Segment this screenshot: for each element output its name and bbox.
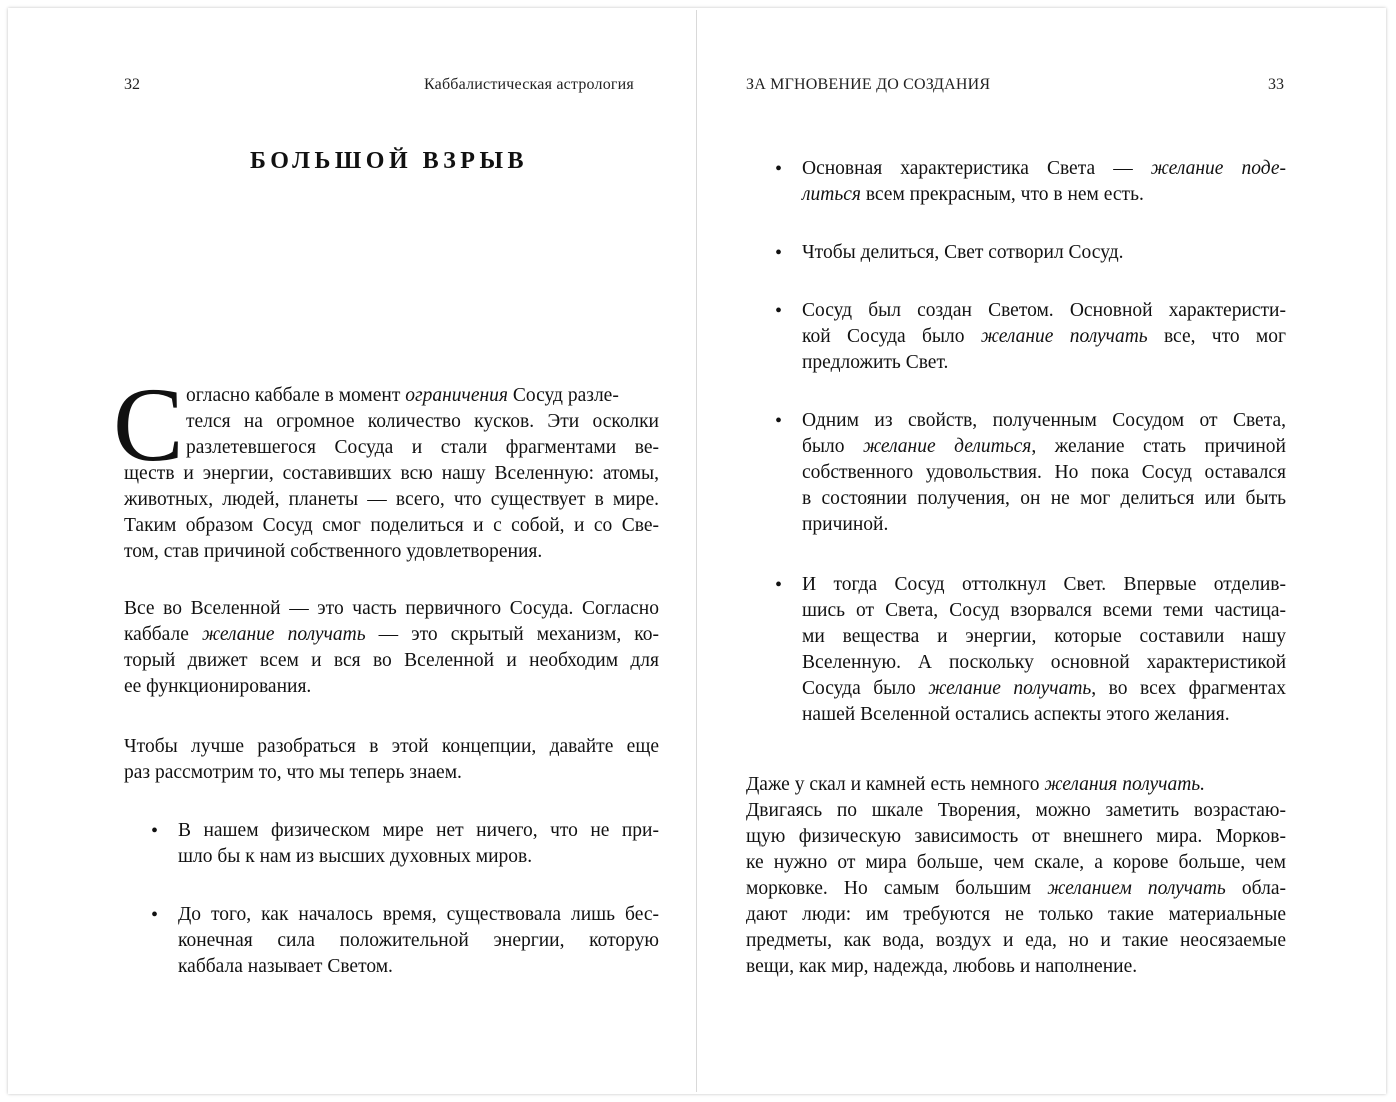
- text-line: И тогда Сосуд оттолкнул Свет. Впервые отделив-: [802, 574, 1286, 595]
- bullet-icon: •: [775, 300, 783, 322]
- text-line: вещи, как мир, надежда, любовь и наполнение.: [746, 956, 1138, 977]
- text-line: причиной.: [802, 514, 889, 535]
- text-line: Основная характеристика Света — желание поде-: [802, 158, 1286, 179]
- bullet-icon: •: [775, 410, 783, 432]
- text-line: Даже у скал и камней есть немного желания получать.: [746, 774, 1206, 795]
- text-line: конечная сила положительной энергии, которую: [178, 930, 659, 951]
- text-line: Двигаясь по шкале Творения, можно заметить возрастаю-: [746, 800, 1286, 821]
- chapter-title: БОЛЬШОЙ ВЗРЫВ: [250, 148, 529, 174]
- right-running-head: ЗА МГНОВЕНИЕ ДО СОЗДАНИЯ: [746, 76, 991, 93]
- text-line: кой Сосуда было желание получать все, что мог: [802, 326, 1286, 347]
- bullet-icon: •: [151, 820, 159, 842]
- text-line: нашей Вселенной остались аспекты этого желания.: [802, 704, 1230, 725]
- left-running-head: Каббалистическая астрология: [424, 76, 634, 93]
- text-line: В нашем физическом мире нет ничего, что не при-: [178, 820, 659, 841]
- left-page-number: 32: [124, 76, 140, 93]
- text-line: морковке. Но самым большим желанием получать обла-: [746, 878, 1286, 899]
- text-line: щую физическую зависимость от внешнего мира. Морков-: [746, 826, 1286, 847]
- text-line: шло бы к нам из высших духовных миров.: [178, 846, 533, 867]
- text-line: Чтобы лучше разобраться в этой концепции, давайте еще: [124, 736, 659, 757]
- text-line: Чтобы делиться, Свет сотворил Сосуд.: [802, 242, 1124, 263]
- text-line: собственного удовольствия. Но пока Сосуд оставался: [802, 462, 1286, 483]
- text-line: Все во Вселенной — это часть первичного Сосуда. Согласно: [124, 598, 659, 619]
- text-line: ществ и энергии, составивших всю нашу Вселенную: атомы,: [124, 463, 659, 484]
- text-line: предметы, как вода, воздух и еда, но и такие неосязаемые: [746, 930, 1286, 951]
- text-line: Таким образом Сосуд смог поделиться и с собой, и со Све-: [124, 515, 659, 536]
- text-line: Сосуда было желание получать, во всех фрагментах: [802, 678, 1286, 699]
- text-line: ее функционирования.: [124, 676, 312, 697]
- bullet-icon: •: [775, 574, 783, 596]
- text-line: предложить Свет.: [802, 352, 949, 373]
- text-line: торый движет всем и вся во Вселенной и необходим для: [124, 650, 659, 671]
- text-line: каббала называет Светом.: [178, 956, 393, 977]
- right-page-number: 33: [1268, 76, 1284, 93]
- text-line: До того, как началось время, существовала лишь бес-: [178, 904, 659, 925]
- text-line: дают люди: им требуются не только такие материальные: [746, 904, 1286, 925]
- text-line: животных, людей, планеты — всего, что существует в мире.: [124, 489, 659, 510]
- text-line: том, став причиной собственного удовлетворения.: [124, 541, 543, 562]
- bullet-icon: •: [775, 158, 783, 180]
- bullet-icon: •: [151, 904, 159, 926]
- text-line: Одним из свойств, полученным Сосудом от Света,: [802, 410, 1286, 431]
- text-line: было желание делиться, желание стать причиной: [802, 436, 1286, 457]
- text-line: телся на огромное количество кусков. Эти осколки: [186, 411, 659, 432]
- text-line: литься всем прекрасным, что в нем есть.: [802, 184, 1144, 205]
- text-line: в состоянии получения, он не мог делиться или быть: [802, 488, 1286, 509]
- text-line: Сосуд был создан Светом. Основной характеристи-: [802, 300, 1286, 321]
- bullet-icon: •: [775, 242, 783, 264]
- text-line: раз рассмотрим то, что мы теперь знаем.: [124, 762, 462, 783]
- text-line: ке нужно от мира больше, чем скале, а корове больше, чем: [746, 852, 1286, 873]
- text-line: огласно каббале в момент ограничения Сосуд разле-: [186, 385, 619, 406]
- text-line: Вселенную. А поскольку основной характеристикой: [802, 652, 1286, 673]
- text-line: каббале желание получать — это скрытый механизм, ко-: [124, 624, 659, 645]
- text-line: шись от Света, Сосуд взорвался всеми теми частица-: [802, 600, 1286, 621]
- drop-cap: С: [113, 366, 184, 483]
- text-line: разлетевшегося Сосуда и стали фрагментами ве-: [186, 437, 659, 458]
- text-line: ми вещества и энергии, которые составили нашу: [802, 626, 1286, 647]
